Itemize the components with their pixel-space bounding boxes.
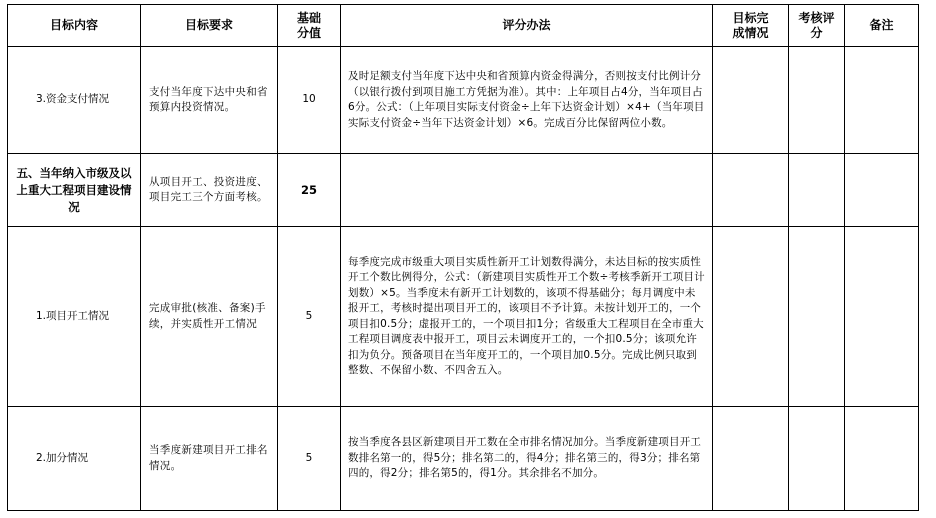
table-row <box>8 154 919 227</box>
row-remarks-cell[interactable] <box>845 47 919 154</box>
row-assessment-cell[interactable] <box>789 154 845 227</box>
header-assessment-line1: 考核评 <box>798 10 835 25</box>
row-requirement: 支付当年度下达中央和省预算内投资情况。 <box>141 47 278 154</box>
header-target-requirement: 目标要求 <box>141 5 278 47</box>
header-completion-line2: 成情况 <box>732 25 769 40</box>
row-remarks-cell[interactable] <box>845 407 919 511</box>
row-content: 2.加分情况 <box>8 407 141 511</box>
header-base-score-line2: 分值 <box>296 25 321 40</box>
header-row <box>8 5 919 47</box>
header-completion-line1: 目标完 <box>732 10 769 25</box>
row-method: 及时足额支付当年度下达中央和省预算内资金得满分，否则按支付比例计分（以银行拨付到项目施工方凭据为准）。其中：上年项目占4分，当年项目占6分。公式：（上年项目实际支付资金÷上年下达资金计划）×4+（当年项目实际支付资金÷当年下达资金计划）×6。完成百分比保留两位小数。 <box>341 47 713 154</box>
row-completion-cell[interactable] <box>713 227 789 407</box>
row-assessment-cell[interactable] <box>789 407 845 511</box>
row-completion-cell[interactable] <box>713 407 789 511</box>
row-completion-cell[interactable] <box>713 47 789 154</box>
row-assessment-cell[interactable] <box>789 227 845 407</box>
row-requirement: 当季度新建项目开工排名情况。 <box>141 407 278 511</box>
row-requirement: 从项目开工、投资进度、项目完工三个方面考核。 <box>141 154 278 227</box>
table-row <box>8 227 919 407</box>
row-assessment-cell[interactable] <box>789 47 845 154</box>
assessment-table <box>7 4 919 511</box>
row-content: 1.项目开工情况 <box>8 227 141 407</box>
table-row <box>8 407 919 511</box>
row-remarks-cell[interactable] <box>845 154 919 227</box>
row-method: 每季度完成市级重大项目实质性新开工计划数得满分，未达目标的按实质性开工个数比例得分，公式：（新建项目实质性开工个数÷考核季新开工项目计划数）×5。当季度未有新开工计划数的，该项不得基础分；每月调度中未报开工，考核时提出项目开工的，该项目不予计算。未按计划开工的，一个项目扣0.5分；虚报开工的，一个项目扣1分；省级重大工程项目在全市重大工程项目调度表中报开工，项目云未调度开工的，一个扣0.5分；该项允许扣为负分。预备项目在当年度开工的，一个项目加0.5分。完成比例只取到整数、不保留小数、不四舍五入。 <box>341 227 713 407</box>
header-remarks: 备注 <box>845 5 919 47</box>
row-content: 3.资金支付情况 <box>8 47 141 154</box>
row-score: 5 <box>278 407 341 511</box>
row-remarks-cell[interactable] <box>845 227 919 407</box>
header-target-content: 目标内容 <box>8 5 141 47</box>
row-method <box>341 154 713 227</box>
row-score: 10 <box>278 47 341 154</box>
table-row <box>8 47 919 154</box>
row-score: 5 <box>278 227 341 407</box>
row-requirement: 完成审批(核准、备案)手续，并实质性开工情况 <box>141 227 278 407</box>
header-assessment-score <box>789 5 845 47</box>
header-assessment-line2: 分 <box>810 25 823 40</box>
row-method: 按当季度各县区新建项目开工数在全市排名情况加分。当季度新建项目开工数排名第一的，得5分；排名第二的，得4分；排名第三的，得3分；排名第四的，得2分；排名第5的，得1分。其余排名不加分。 <box>341 407 713 511</box>
row-content: 五、当年纳入市级及以上重大工程项目建设情况 <box>8 154 141 227</box>
row-score: 25 <box>278 154 341 227</box>
header-scoring-method: 评分办法 <box>341 5 713 47</box>
header-completion <box>713 5 789 47</box>
header-base-score <box>278 5 341 47</box>
row-completion-cell[interactable] <box>713 154 789 227</box>
header-base-score-line1: 基础 <box>296 10 321 25</box>
